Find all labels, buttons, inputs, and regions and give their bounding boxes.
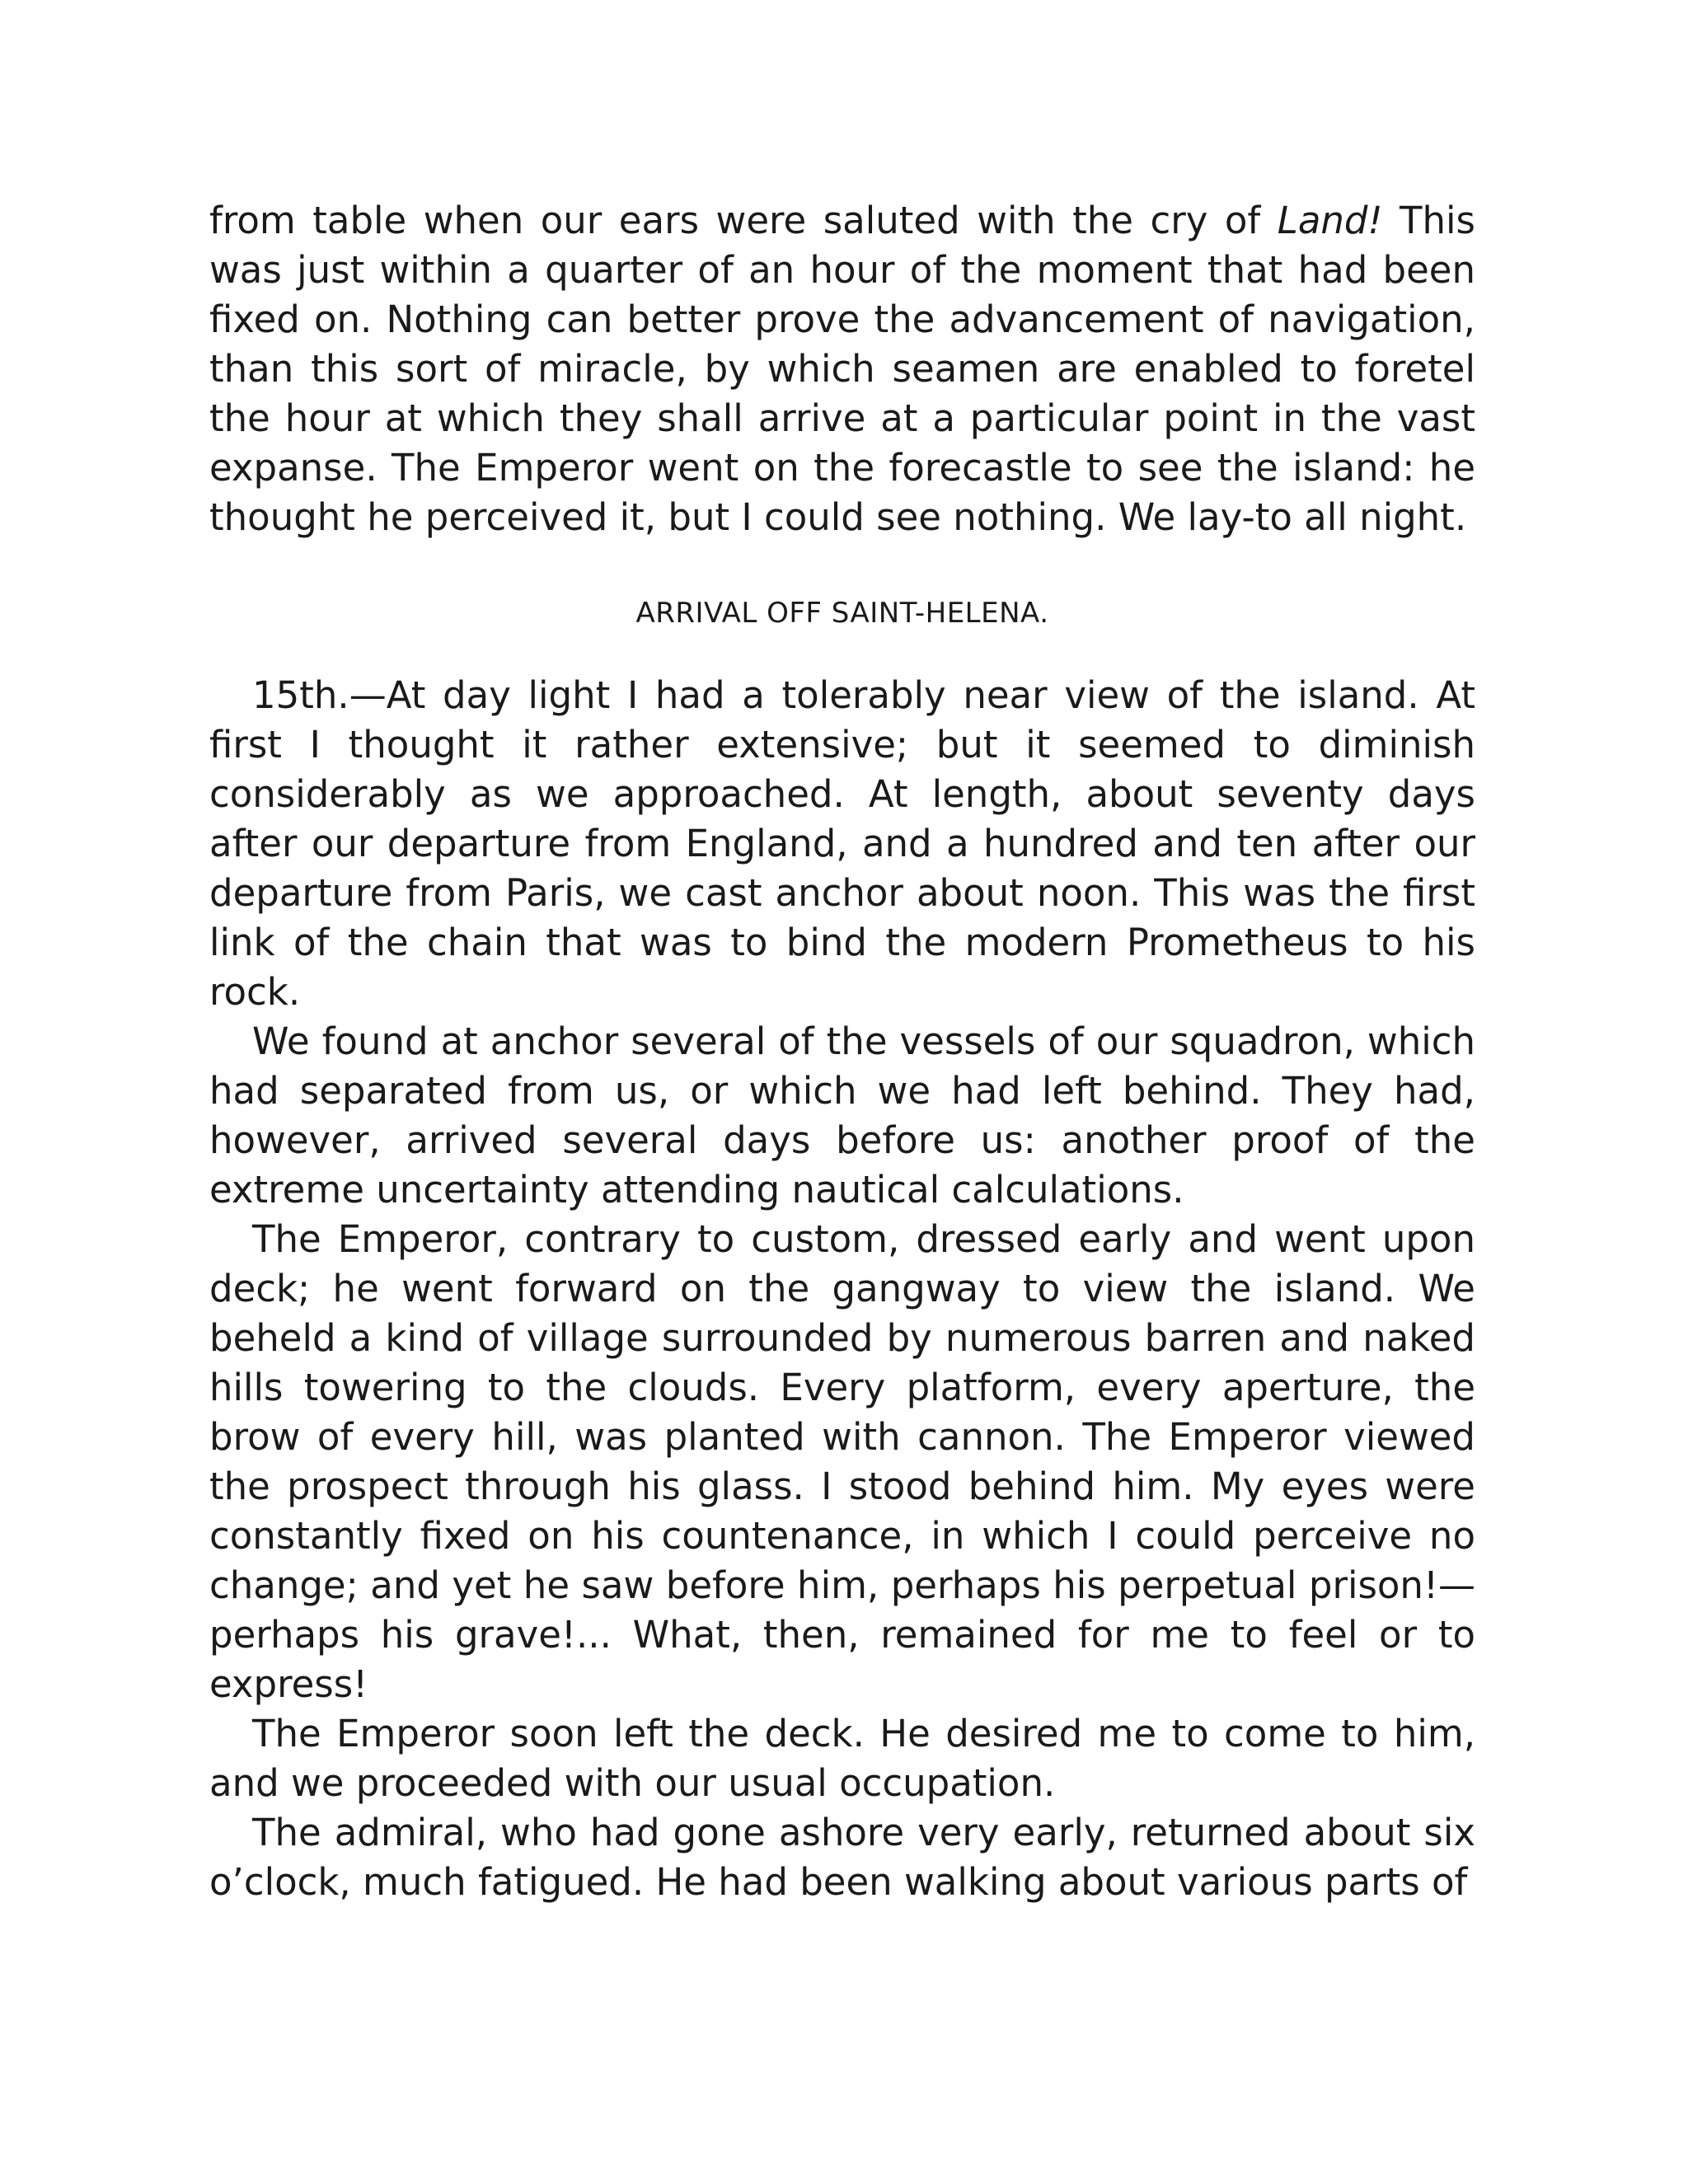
paragraph-squadron: We found at anchor several of the vessels of our squadron, which had separated from us, or which we had left behind. They had, however, arrived several days before us: another proof of the extreme uncertainty attending nautical calculations. [209, 1019, 1475, 1212]
paragraph-opening-part-2: This was just within a quarter of an hour of the moment that had been fixed on. Nothing can better prove the advancement of navigation, than this sort of miracle, by which seamen are enabled to foretel the hour at which they shall arrive at a particular point in the vast expanse. The Emperor went on the forecastle to see the island: he thought he perceived it, but I could see nothing. We lay-to all night. [209, 199, 1475, 539]
paragraph-opening-part-1: from table when our ears were saluted with the cry of [209, 199, 1278, 242]
land-exclamation: Land! [1277, 199, 1383, 242]
page-text [209, 196, 1475, 1907]
paragraph-arrival: 15th.—At day light I had a tolerably near view of the island. At first I thought it rather extensive; but it seemed to diminish considerably as we approached. At length, about seventy days after our departure from England, and a hundred and ten after our departure from Paris, we cast anchor about noon. This was the first link of the chain that was to bind the modern Prometheus to his rock. [209, 673, 1475, 1014]
paragraph-emperor-deck: The Emperor, contrary to custom, dressed early and went upon deck; he went forward on the gangway to view the island. We beheld a kind of village surrounded by numerous barren and naked hills towering to the clouds. Every platform, every aperture, the brow of every hill, was planted with cannon. The Emperor viewed the prospect through his glass. I stood behind him. My eyes were constantly fixed on his countenance, in which I could perceive no change; and yet he saw before him, perhaps his perpetual prison!—perhaps his grave!... What, then, remained for me to feel or to express! [209, 1217, 1475, 1706]
paragraph-admiral: The admiral, who had gone ashore very early, returned about six o’clock, much fatigued. He had been walking about various parts of [209, 1811, 1475, 1904]
paragraph-opening [209, 196, 1475, 542]
paragraph-left-deck: The Emperor soon left the deck. He desired me to come to him, and we proceeded with our usual occupation. [209, 1712, 1475, 1805]
section-heading: ARRIVAL OFF SAINT-HELENA. [635, 597, 1049, 630]
